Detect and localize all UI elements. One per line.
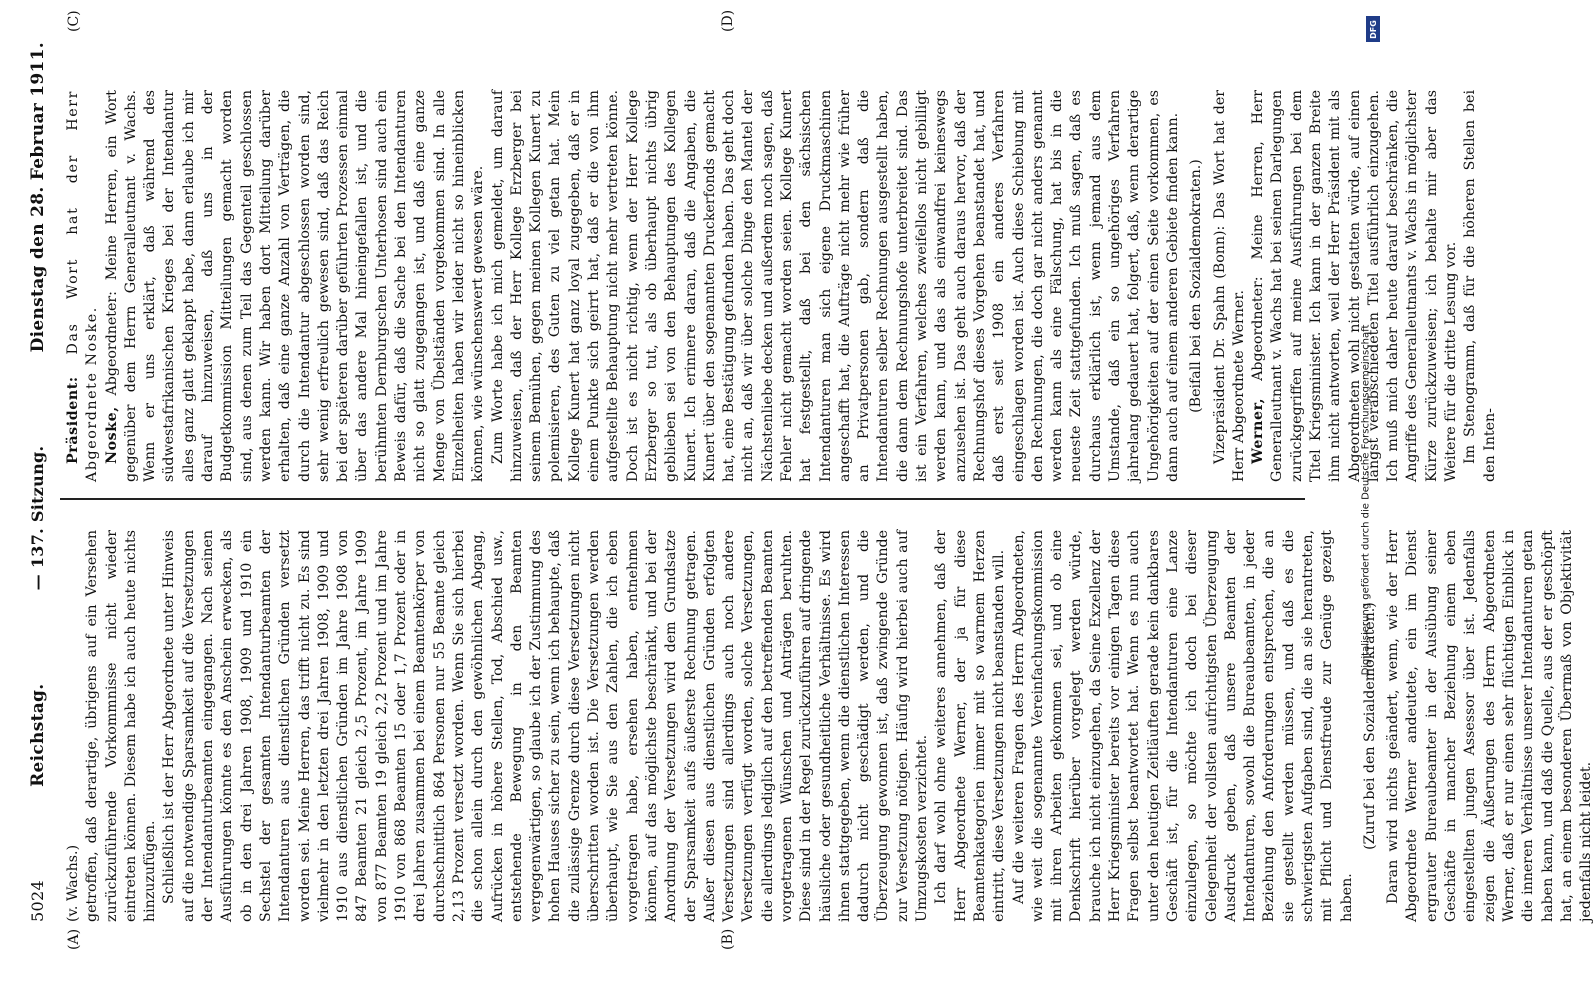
paragraph: Zum Worte habe ich mich gemeldet, um darauf hinzuweisen, daß der Herr Kollege Erzberger bei seinem Bemühen, gegen meinen Kollegen Kunert zu polemisieren, des Guten zu viel getan hat. Mein Kollege Kunert hat ganz loyal zugegeben, daß er in einem Punkte sich geirrt hat, daß er die von ihm aufgestellte Behauptung nicht mehr vertreten könne. Doch ist es nicht richtig, wenn der Herr Kollege Erzberger so tut, als ob überhaupt nichts übrig geblieben sei von den Behauptungen des Kollegen Kunert. Ich erinnere daran, daß die Angaben, die Kunert über den sogenannten Druckerfonds gemacht hat, eine Bestätigung gefunden haben. Das geht doch nicht an, daß wir über solche Dinge den Mantel der Nächstenliebe decken und außerdem noch sagen, daß Fehler nicht gemacht worden seien. Kollege Kunert hat festgestellt, daß bei den sächsischen Intendanturen man sich eigene Druckmaschinen angeschafft hat, die Aufträge nicht mehr wie früher an Privatpersonen gab, sondern daß die Intendanturen selber Rechnungen ausgestellt haben, die dann dem Rechnungshofe unterbreitet sind. Das ist ein Verfahren, welches zweifellos nicht gebilligt werden kann, und das als einwandfrei keineswegs anzusehen ist. Das geht auch daraus hervor, daß der Rechnungshof dieses Vorgehen beanstandet hat, und daß erst seit 1908 ein anderes Verfahren eingeschlagen worden ist. Auch diese Schiebung mit den Rechnungen, die doch gar nicht anders genannt werden kann als eine Fälschung, hat bis in die neueste Zeit stattgefunden. Ich muß sagen, daß es durchaus erklärlich ist, wenn jemand aus dem Umstande, daß ein so ungehöriges Verfahren jahrelang gedauert hat, folgert, daß, wenn derartige Ungehörigkeiten auf der einen Seite vorkommen, es dann auch auf einem anderen Gebiete finden kann. [489,90,1181,482]
vice-president-text: Das Wort hat der Herr Abgeordnete Werner. [1211,90,1247,482]
margin-marker-d: (D) [720,9,736,32]
paragraph: Ich darf wohl ohne weiteres annehmen, daß der Herr Abgeordnete Werner, der ja für diese Beamtenkategorien immer mit so warmem Herzen eintritt, diese Versetzungen nicht beanstanden will. [933,530,1008,922]
column-divider [60,498,1305,500]
header-session: — 137. Sitzung. [28,445,47,591]
running-head [28,42,54,922]
paragraph: Im Stenogramm, daß für die höheren Stellen bei den Inten- [1462,90,1498,482]
applause: (Beifall bei den Sozialdemokraten.) [1188,159,1205,413]
margin-marker-c: (C) [66,10,82,32]
paragraph: Meine Herren, Herr Generalleutnant v. Wachs hat bei seinen Darlegungen zurückgegriffen auf meine Ausführungen bei dem Titel Kriegsminister. Ich kann in der ganzen Breite ihm nicht antworten, weil der Herr Präsident mit als Abgeordneten wohl nicht gestatten würde, auf einen längst verabschiedeten Titel ausführlich einzugehen. Ich muß mich daher heute darauf beschränken, die Angriffe des Generalleutnants v. Wachs in möglichster Kürze zurückzuweisen; ich behalte mir aber das Weitere für die dritte Lesung vor. [1250,90,1460,482]
margin-marker-b: (B) [720,928,736,950]
margin-marker-a: (A) [66,928,82,950]
speaker-role: Abgeordneter: [1250,276,1267,381]
left-column [64,530,1595,922]
header-left-title: Reichstag. [28,683,48,787]
digitization-note: Digitalisierung gefördert durch die Deutsche Forschungsgemeinschaft [1360,324,1372,676]
president-label: Präsident: [65,376,81,464]
right-column [64,90,1498,482]
paragraph: Meine Herren, ein Wort gegenüber dem Herrn Generalleutnant v. Wachs. Wenn er uns erklärt, daß während des südwestafrikanischen Krieges bei der Intendantur alles ganz glatt geklappt habe, dann erlaube ich mir darauf hinzuweisen, daß uns in der Budgetkommission Mitteilungen gemacht worden sind, aus denen zum Teil das Gegenteil geschlossen werden kann. Wir haben dort Mitteilung darüber erhalten, daß eine ganze Anzahl von Verträgen, die durch die Intendantur abgeschlossen worden sind, sehr wenig erfreulich gewesen sind, daß das Reich bei der späteren darüber geführten Prozessen einmal über das andere Mal hineingefallen ist, und die berühmten Dernburgschen Unterhosen sind auch ein Beweis dafür, daß die Sache bei den Intendanturen nicht so glatt zugegangen ist, und daß eine ganze Menge von Übelständen vorgekommen sind. In alle Einzelheiten haben wir leider nicht so hineinblicken können, wie wünschenswert gewesen wäre. [103,90,487,482]
paragraph: Auf die weiteren Fragen des Herrn Abgeordneten, wie weit die sogenannte Vereinfachungskommission mit ihren Arbeiten gekommen sei, und ob eine Denkschrift hierüber vorgelegt werden würde, brauche ich nicht einzugehen, da Seine Exzellenz der Herr Kriegsminister bereits vor einigen Tagen diese Fragen selbst beantwortet hat. Wenn es nun auch unter den heutigen Zeitläuften gerade kein dankbares Geschäft ist, für die Intendanturen eine Lanze einzulegen, so möchte ich doch bei dieser Gelegenheit der vollsten aufrichtigsten Überzeugung Ausdruck geben, daß unsere Beamten der Intendanturen, sowohl die Bureaubeamten, in jeder Beziehung den Anforderungen entsprechen, die an sie gestellt werden müssen, und daß es die schwierigsten Aufgaben sind, die an sie herantreten, mit Pflicht und Dienstfreude zur Genüge gezeigt haben. [1010,530,1355,922]
continued-speaker: (v. Wachs.) [65,844,81,922]
speaker-name: Werner, [1250,397,1267,464]
dfg-logo-text: DFG [1368,19,1378,39]
paragraph: getroffen, daß derartige, übrigens auf ein Versehen zurückzuführende Vorkommnisse nicht wieder eintreten können. Diesem habe ich auch heute nichts hinzuzufügen. [84,530,159,922]
speaker-name: Noske, [103,406,120,464]
interjection: (Zuruf bei den Sozialdemokraten.) [1361,602,1378,850]
dfg-logo [1366,16,1380,42]
page-number: 5024 [28,880,47,922]
paragraph: Schließlich ist der Herr Abgeordnete unter Hinweis auf die notwendige Sparsamkeit auf die Versetzungen der Intendanturbeamten eingegangen. Nach seinen Ausführungen könnte es den Anschein erwecken, als ob in den drei Jahren 1908, 1909 und 1910 ein Sechstel der gesamten Intendanturbeamten der Intendanturen aus dienstlichen Gründen versetzt worden sei. Meine Herren, das trifft nicht zu. Es sind vielmehr in den letzten drei Jahren 1908, 1909 und 1910 aus dienstlichen Gründen im Jahre 1908 von 847 Beamten 21 gleich 2,5 Prozent, im Jahre 1909 von 877 Beamten 19 gleich 2,2 Prozent und im Jahre 1910 von 868 Beamten 15 oder 1,7 Prozent oder in drei Jahren zusammen bei einem Beamtenkörper von durchschnittlich 864 Personen nur 55 Beamte gleich 2,13 Prozent versetzt worden. Wenn Sie sich hierbei die schon allein durch den gewöhnlichen Abgang, Aufrücken in höhere Stellen, Tod, Abschied usw., entstehende Bewegung in den Beamten vergegenwärtigen, so glaube ich der Zustimmung des hohen Hauses sicher zu sein, wenn ich behaupte, daß die zulässige Grenze durch diese Versetzungen nicht überschritten worden ist. Die Versetzungen werden überhaupt, wie Sie aus den Zahlen, die ich eben vorgetragen habe, ersehen haben, entnehmen können, auf das möglichste beschränkt, und bei der Anordnung der Versetzungen wird dem Grundsatze der Sparsamkeit aufs äußerste Rechnung getragen. Außer diesen aus dienstlichen Gründen erfolgten Versetzungen sind allerdings auch noch andere Versetzungen verfügt worden, solche Versetzungen, die allerdings lediglich auf den betreffenden Beamten vorgetragenen Wünschen und Anträgen beruhten. Diese sind in der Regel zurückzuführen auf dringende häusliche oder gesundheitliche Verhältnisse. Es wird ihnen stattgegeben, wenn die dienstlichen Interessen dadurch nicht geschädigt werden, und die Überzeugung gewonnen ist, daß zwingende Gründe zur Versetzung nötigen. Häufig wird hierbei auch auf Umzugskosten verzichtet. [161,530,931,922]
president-text: Das Wort hat der Herr Abgeordnete Noske. [65,90,101,482]
speaker-role: Abgeordneter: [103,291,120,396]
vice-president-label: Vizepräsident Dr. Spahn (Bonn): [1211,225,1228,464]
header-date: Dienstag den 28. Februar 1911. [28,42,48,353]
paragraph: Daran wird nichts geändert, wenn, wie der Herr Abgeordnete Werner andeutete, ein im Dienst ergrauter Bureaubeamter in der Ausübung seiner Geschäfte in mancher Beziehung einem eben eingestellten jungen Assessor über ist. Jedenfalls zeigen die Äußerungen des Herrn Abgeordneten Werner, daß er nur einen sehr flüchtigen Einblick in die inneren Verhältnisse unserer Intendanturen getan haben kann, und daß die Quelle, aus der er geschöpft hat, an einem besonderen Übermaß von Objektivität jedenfalls nicht leidet. [1385,530,1595,922]
